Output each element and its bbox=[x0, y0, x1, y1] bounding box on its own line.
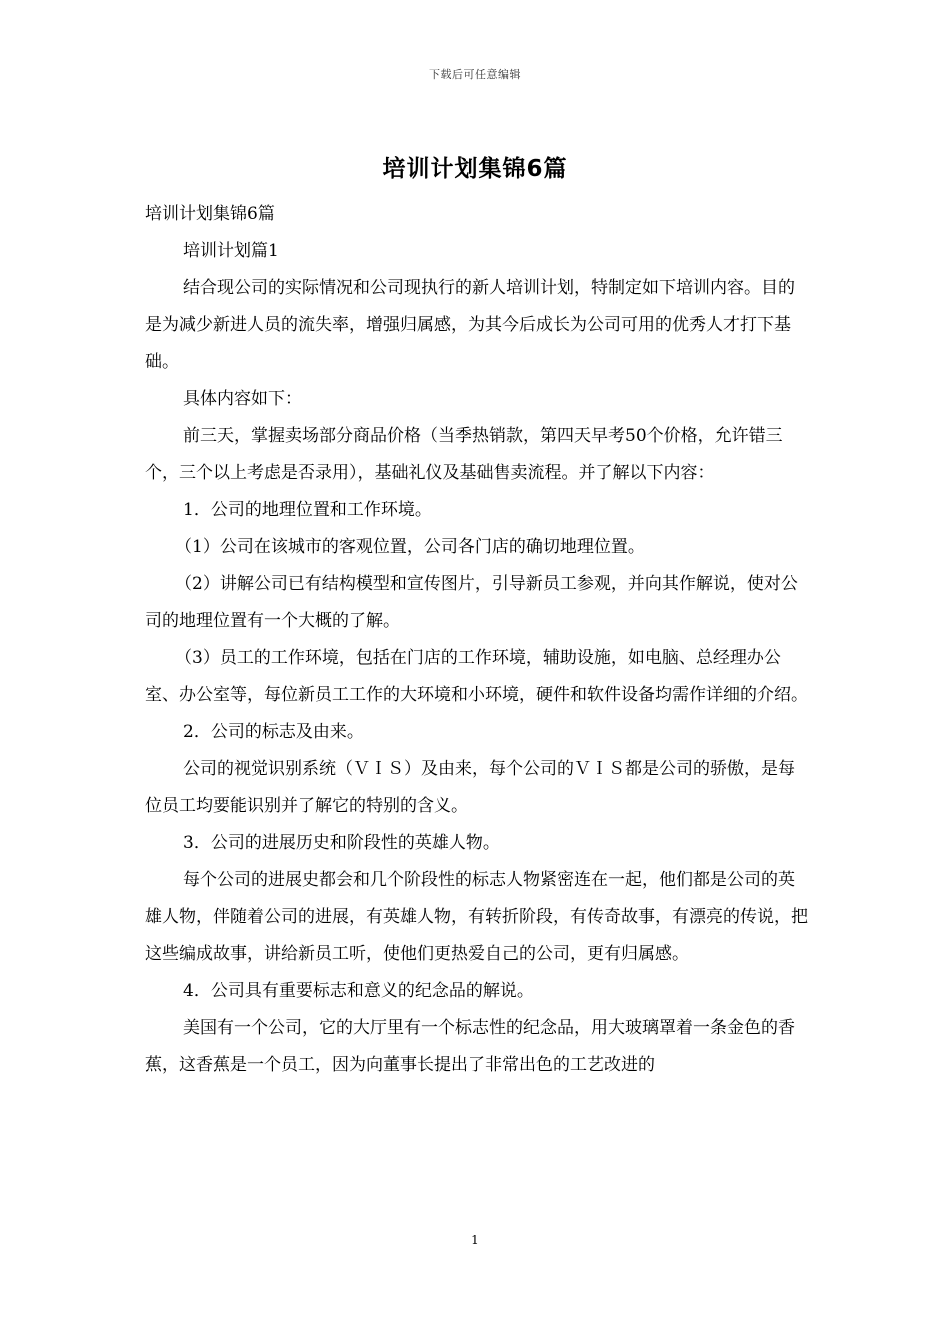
paragraph: （1）公司在该城市的客观位置，公司各门店的确切地理位置。 bbox=[175, 537, 645, 557]
paragraph: 具体内容如下： bbox=[183, 389, 302, 409]
header-note: 下载后可任意编辑 bbox=[429, 68, 521, 81]
paragraph: 结合现公司的实际情况和公司现执行的新人培训计划，特制定如下培训内容。目的是为减少新进人员的流失率，增强归属感，为其今后成长为公司可用的优秀人才打下基础。 bbox=[145, 278, 795, 372]
document-body bbox=[145, 196, 810, 1084]
paragraph: 每个公司的进展史都会和几个阶段性的标志人物紧密连在一起，他们都是公司的英雄人物，伴随着公司的进展，有英雄人物，有转折阶段，有传奇故事，有漂亮的传说，把这些编成故事，讲给新员工听，使他们更热爱自己的公司，更有归属感。 bbox=[145, 870, 808, 964]
paragraph: 前三天，掌握卖场部分商品价格（当季热销款，第四天早考50个价格，允许错三个，三个以上考虑是否录用），基础礼仪及基础售卖流程。并了解以下内容： bbox=[145, 426, 783, 483]
paragraph: 3．公司的进展历史和阶段性的英雄人物。 bbox=[183, 833, 500, 853]
document-title: 培训计划集锦6篇 bbox=[382, 156, 568, 182]
paragraph: （2）讲解公司已有结构模型和宣传图片，引导新员工参观，并向其作解说，使对公司的地理位置有一个大概的了解。 bbox=[145, 574, 798, 631]
paragraph: 培训计划篇1 bbox=[183, 241, 279, 261]
paragraph: 1．公司的地理位置和工作环境。 bbox=[183, 500, 432, 520]
paragraph: 美国有一个公司，它的大厅里有一个标志性的纪念品，用大玻璃罩着一条金色的香蕉，这香蕉是一个员工，因为向董事长提出了非常出色的工艺改进的 bbox=[145, 1018, 795, 1075]
paragraph: （3）员工的工作环境，包括在门店的工作环境，辅助设施，如电脑、总经理办公室、办公室等，每位新员工工作的大环境和小环境，硬件和软件设备均需作详细的介绍。 bbox=[145, 648, 808, 705]
page-number: 1 bbox=[471, 1233, 479, 1247]
paragraph: 公司的视觉识别系统（ＶＩＳ）及由来，每个公司的ＶＩＳ都是公司的骄傲，是每位员工均要能识别并了解它的特别的含义。 bbox=[145, 759, 795, 816]
paragraph: 培训计划集锦6篇 bbox=[145, 204, 275, 224]
paragraph: 4．公司具有重要标志和意义的纪念品的解说。 bbox=[183, 981, 534, 1001]
paragraph: 2．公司的标志及由来。 bbox=[183, 722, 364, 742]
